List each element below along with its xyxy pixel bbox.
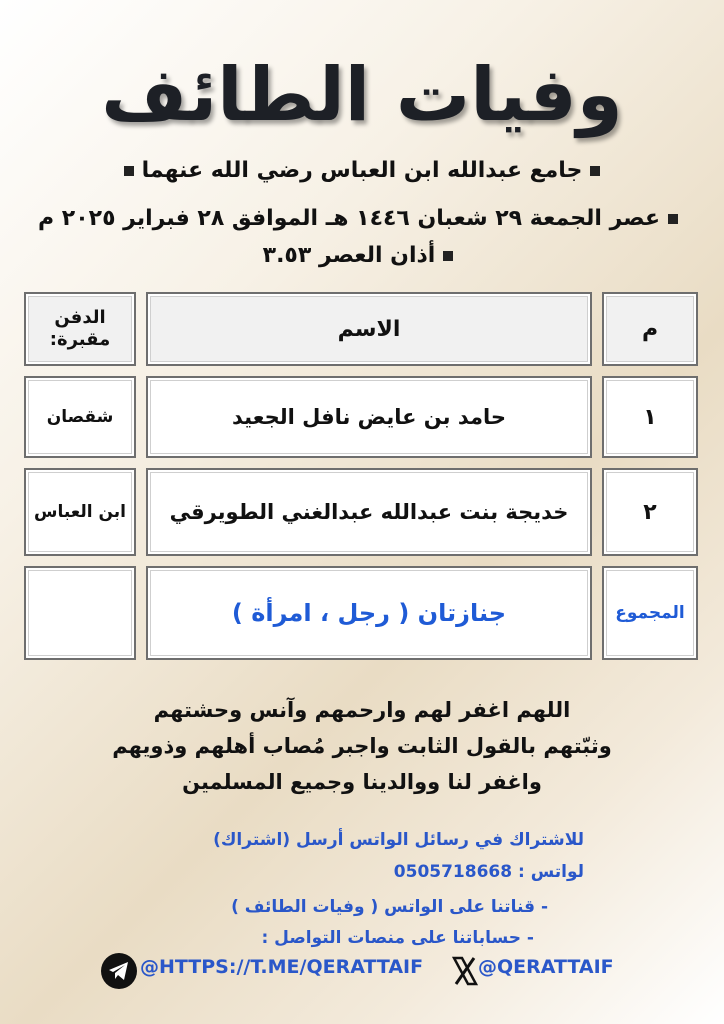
total-label: المجموع	[602, 566, 698, 660]
total-value: جنازتان ( رجل ، امرأة )	[146, 566, 592, 660]
header-name: الاسم	[146, 292, 592, 366]
prayer-line-1: اللهم اغفر لهم وارحمهم وآنس وحشتهم	[153, 698, 571, 722]
row1-name: حامد بن عايض نافل الجعيد	[146, 376, 592, 458]
row1-burial: شقصان	[24, 376, 136, 458]
adhan-line	[0, 243, 724, 268]
subscribe-phone: لواتس : 0505718668	[393, 862, 584, 882]
subscribe-channel: - قناتنا على الواتس ( وفيات الطائف )	[231, 897, 548, 917]
row2-num: ٢	[602, 468, 698, 556]
bullet-icon	[590, 166, 600, 176]
bullet-icon	[443, 251, 453, 261]
adhan-text: أذان العصر ٣.٥٣	[262, 243, 436, 268]
telegram-icon[interactable]	[100, 952, 138, 990]
page-title: وفيات الطائف	[101, 52, 623, 138]
header-burial-line1: الدفن	[54, 307, 106, 329]
row2-name: خديجة بنت عبدالله عبدالغني الطويرقي	[146, 468, 592, 556]
mosque-text: جامع عبدالله ابن العباس رضي الله عنهما	[141, 158, 583, 183]
bullet-icon	[124, 166, 134, 176]
subscribe-accounts: - حساباتنا على منصات التواصل :	[261, 928, 534, 948]
date-line	[0, 206, 724, 231]
header-burial	[24, 292, 136, 366]
prayer-line-2: وثبّتهم بالقول الثابت واجبر مُصاب أهلهم وذويهم	[112, 734, 612, 758]
mosque-line	[0, 158, 724, 183]
header-burial-line2: مقبرة:	[49, 329, 111, 350]
row1-num: ١	[602, 376, 698, 458]
prayer-line-3: واغفر لنا ووالدينا وجميع المسلمين	[182, 770, 542, 794]
x-handle[interactable]: @QERATTAIF	[478, 956, 614, 978]
x-icon[interactable]	[452, 956, 478, 986]
subscribe-line-1: للاشتراك في رسائل الواتس أرسل (اشتراك)	[213, 830, 584, 850]
date-text: عصر الجمعة ٢٩ شعبان ١٤٤٦ هـ الموافق ٢٨ فبراير ٢٠٢٥ م	[38, 206, 660, 231]
row2-burial: ابن العباس	[24, 468, 136, 556]
header-num: م	[602, 292, 698, 366]
bullet-icon	[668, 214, 678, 224]
total-burial	[24, 566, 136, 660]
telegram-handle[interactable]: @HTTPS://T.ME/QERATTAIF	[140, 956, 424, 978]
